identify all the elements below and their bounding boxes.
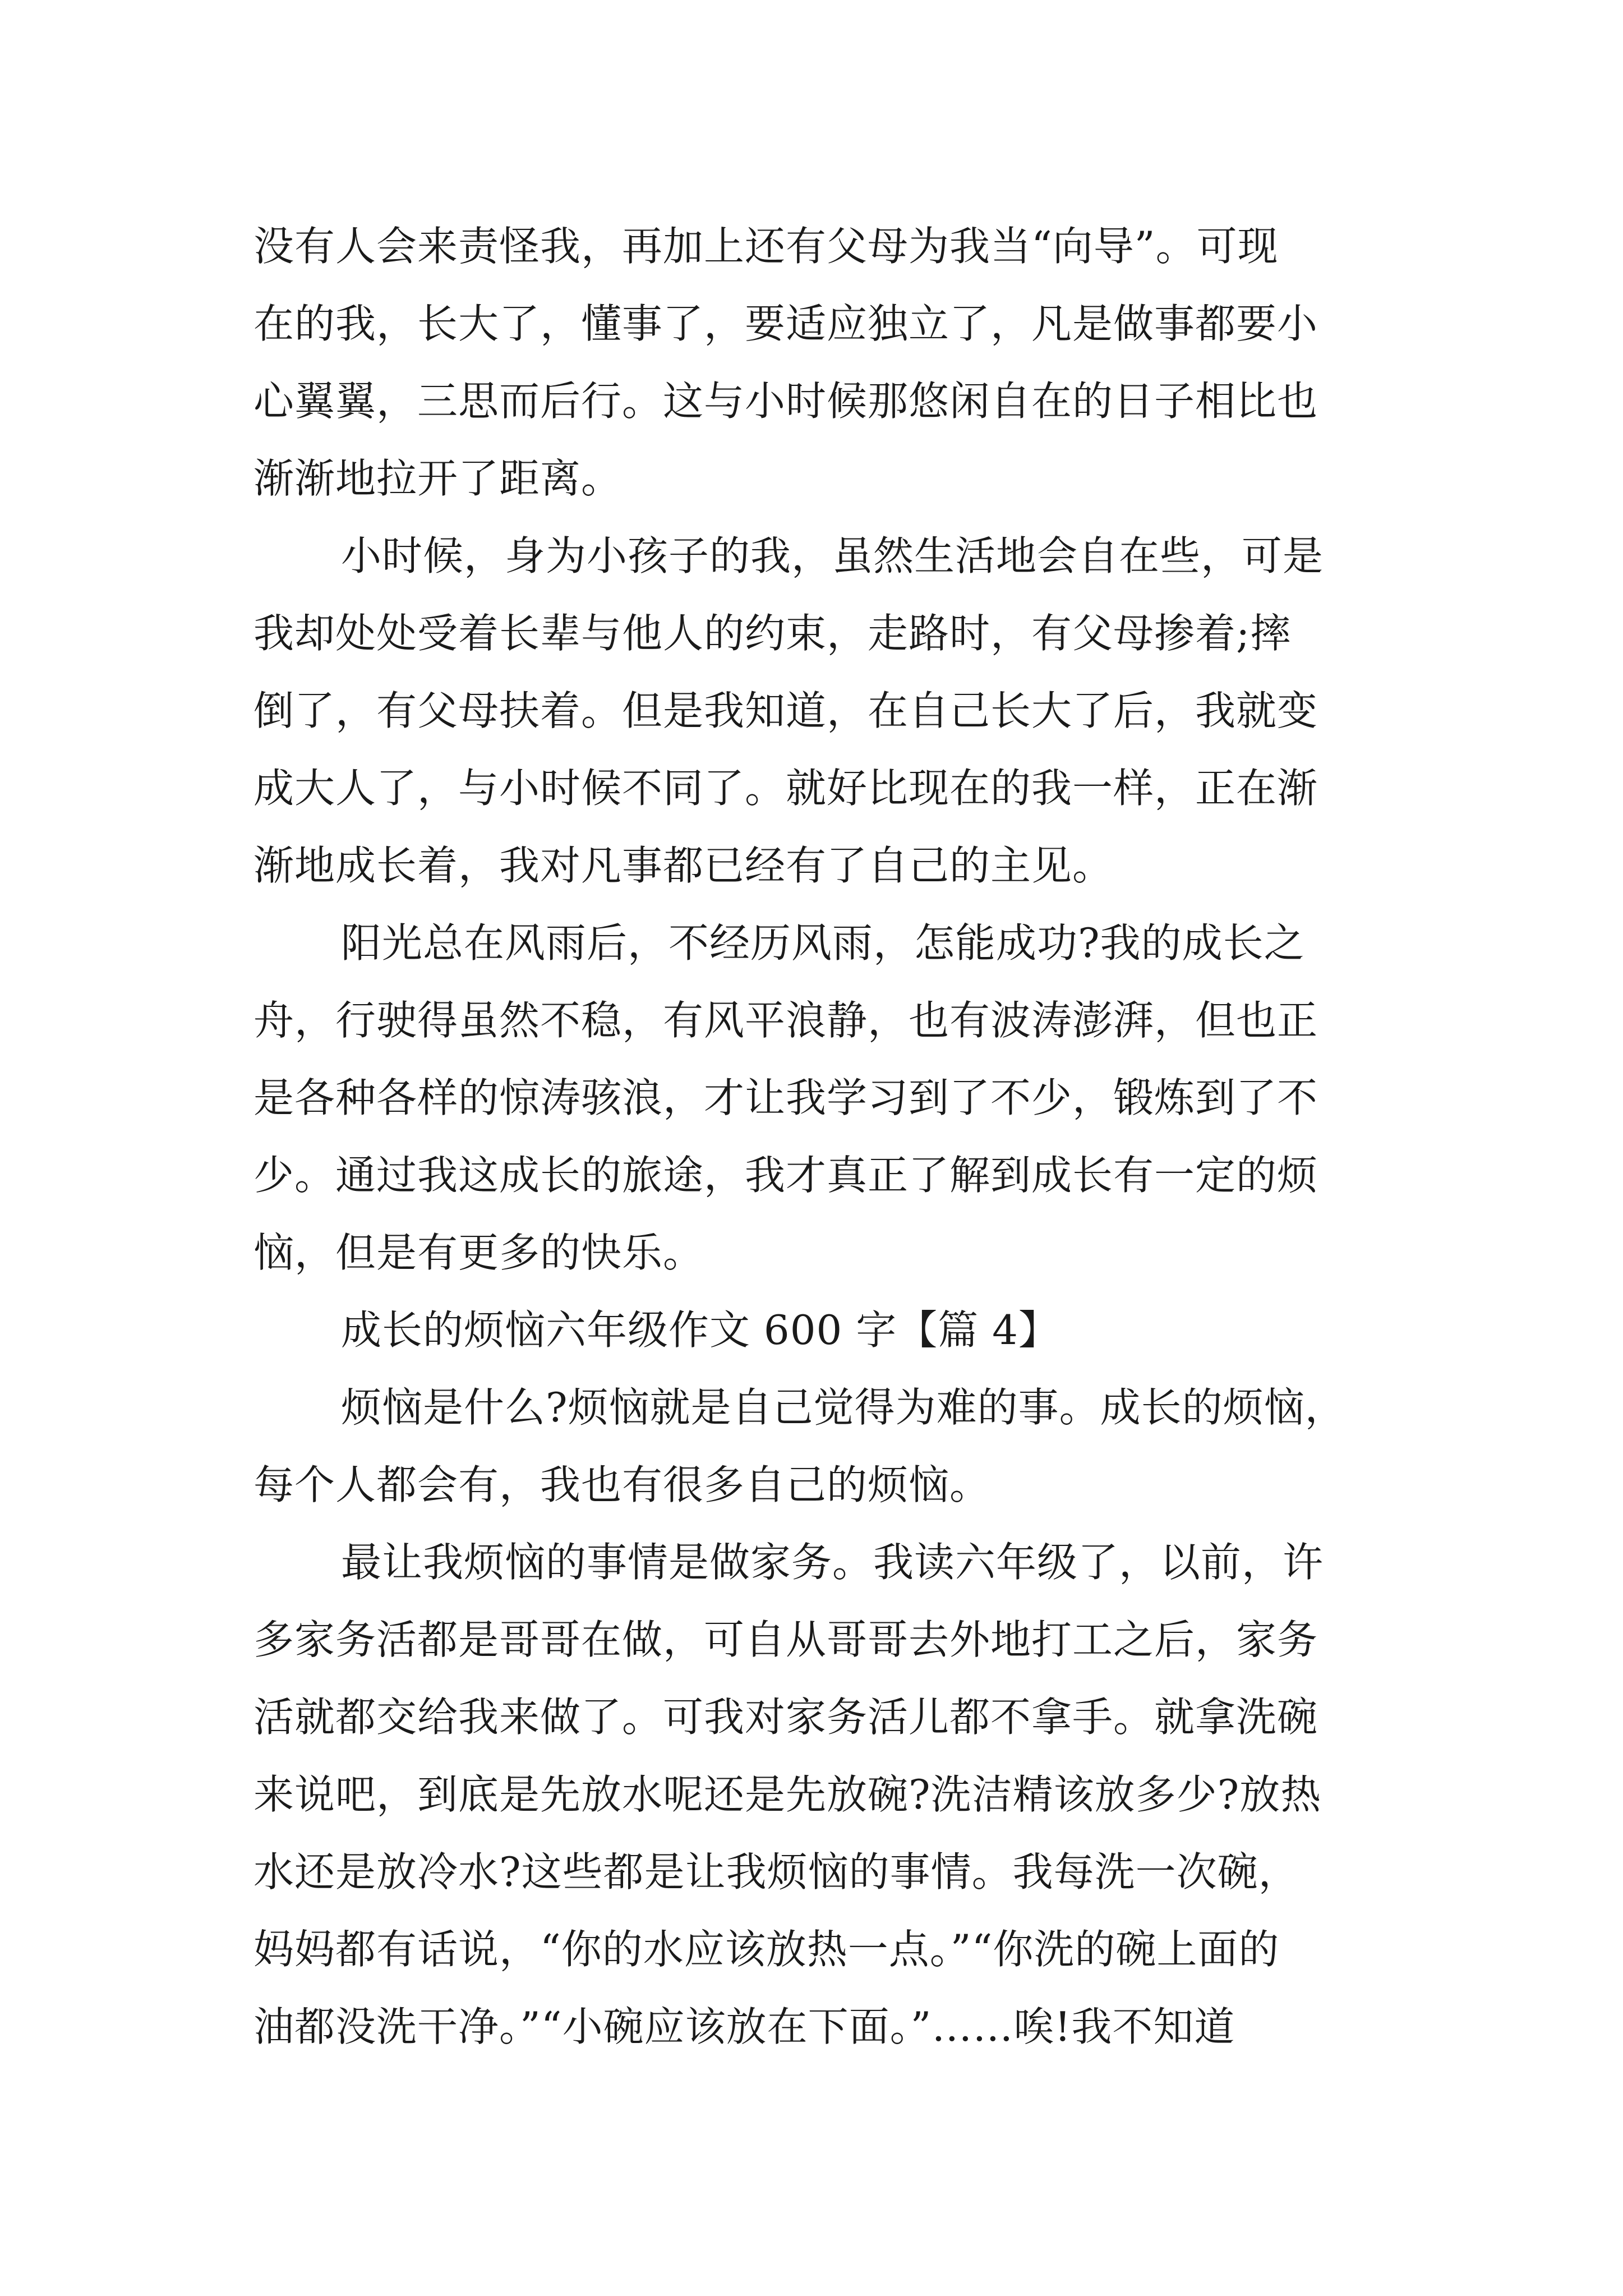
text-line: 油都没洗干净。”“小碗应该放在下面。”……唉!我不知道 <box>253 2003 1235 2050</box>
text-line: 渐渐地拉开了距离。 <box>253 455 623 502</box>
text-line: 恼，但是有更多的快乐。 <box>253 1229 704 1276</box>
text-line: 心翼翼，三思而后行。这与小时候那悠闲自在的日子相比也 <box>253 378 1318 425</box>
text-line: 妈妈都有话说，“你的水应该放热一点。”“你洗的碗上面的 <box>253 1926 1280 1973</box>
text-line: 少。通过我这成长的旅途，我才真正了解到成长有一定的烦 <box>253 1152 1318 1199</box>
paragraph-first-line: 阳光总在风雨后，不经历风雨，怎能成功?我的成长之 <box>341 919 1305 967</box>
paragraph-first-line: 最让我烦恼的事情是做家务。我读六年级了，以前，许 <box>341 1539 1324 1586</box>
paragraph-first-line: 小时候，身为小孩子的我，虽然生活地会自在些，可是 <box>341 532 1324 579</box>
text-line: 舟，行驶得虽然不稳，有风平浪静，也有波涛澎湃，但也正 <box>253 997 1318 1044</box>
text-line: 渐地成长着，我对凡事都已经有了自己的主见。 <box>253 842 1114 889</box>
text-line: 水还是放冷水?这些都是让我烦恼的事情。我每洗一次碗， <box>253 1848 1299 1895</box>
text-line: 成大人了，与小时候不同了。就好比现在的我一样，正在渐 <box>253 765 1318 812</box>
text-line: 活就都交给我来做了。可我对家务活儿都不拿手。就拿洗碗 <box>253 1694 1318 1741</box>
text-line: 没有人会来责怪我，再加上还有父母为我当“向导”。可现 <box>253 223 1279 270</box>
document-page <box>253 208 1382 2065</box>
text-line: 来说吧，到底是先放水呢还是先放碗?洗洁精该放多少?放热 <box>253 1771 1322 1818</box>
paragraph-first-line: 烦恼是什么?烦恼就是自己觉得为难的事。成长的烦恼， <box>341 1384 1346 1431</box>
text-line: 每个人都会有，我也有很多自己的烦恼。 <box>253 1461 991 1508</box>
text-line: 多家务活都是哥哥在做，可自从哥哥去外地打工之后，家务 <box>253 1616 1318 1663</box>
text-line: 我却处处受着长辈与他人的约束，走路时，有父母掺着;摔 <box>253 610 1292 657</box>
text-line: 在的我，长大了，懂事了，要适应独立了，凡是做事都要小 <box>253 300 1318 347</box>
section-heading: 成长的烦恼六年级作文 600 字【篇 4】 <box>341 1306 1059 1354</box>
text-line: 倒了，有父母扶着。但是我知道，在自己长大了后，我就变 <box>253 687 1318 734</box>
text-line: 是各种各样的惊涛骇浪，才让我学习到了不少，锻炼到了不 <box>253 1074 1318 1121</box>
